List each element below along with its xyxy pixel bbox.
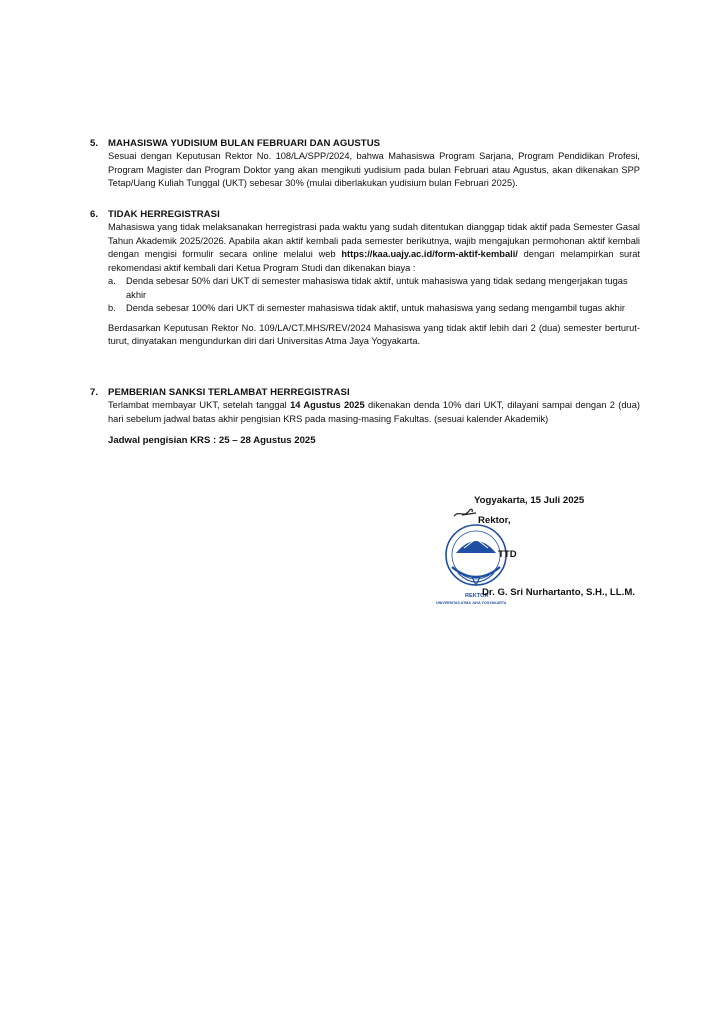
list-item: [108, 302, 640, 316]
list-marker: b.: [108, 303, 116, 313]
svg-text:UNIVERSITAS ATMA JAYA YOGYAKAR: UNIVERSITAS ATMA JAYA YOGYAKARTA: [436, 601, 507, 605]
section-7-heading: [90, 386, 640, 399]
list-item-text: Denda sebesar 100% dari UKT di semester mahasiswa tidak aktif, untuk mahasiswa yang sedang mengambil tugas akhir: [126, 303, 626, 313]
section-5: [90, 137, 640, 191]
svg-text:REKTOR: REKTOR: [465, 593, 489, 599]
list-item-text: Denda sebesar 50% dari UKT di semester mahasiswa tidak aktif, untuk mahasiswa yang tidak sedang mengerjakan tugas akhir: [126, 276, 628, 300]
section-7-text-before-date: Terlambat membayar UKT, setelah tanggal: [108, 400, 291, 410]
section-6-heading: [90, 208, 640, 221]
section-7-title: PEMBERIAN SANKSI TERLAMBAT HERREGISTRASI: [108, 387, 350, 398]
section-5-text: Sesuai dengan Keputusan Rektor No. 108/LA/SPP/2024, bahwa Mahasiswa Program Sarjana, Program Pendidikan Profesi, Program Magister dan Program Doktor yang akan mengikuti yudisium pada bulan Februari atau Agustus, akan dikenakan SPP Tetap/Uang Kuliah Tunggal (UKT) sebesar 30% (mulai diberlakukan yudisium bulan Februari 2025).: [108, 151, 640, 188]
deadline-date: 14 Agustus 2025: [290, 400, 365, 410]
section-6-text-after-link: dengan melampirkan surat rekomendasi aktif kembali dari Ketua Program Studi dan dikenakan biaya :: [108, 249, 640, 273]
signer-role: Rektor,: [478, 515, 511, 526]
section-5-number: 5.: [90, 138, 99, 149]
place-date: Yogyakarta, 15 Juli 2025: [474, 495, 585, 506]
fee-list: [108, 275, 640, 316]
section-7-text: [108, 399, 640, 426]
ttd-mark: TTD: [498, 549, 517, 560]
section-6: [90, 208, 640, 349]
section-7-number: 7.: [90, 387, 99, 398]
form-aktif-kembali-link[interactable]: https://kaa.uajy.ac.id/form-aktif-kembali/: [341, 249, 518, 259]
section-7-text-after-date: dikenakan denda 10% dari UKT, dilayani sampai dengan 2 (dua) hari sebelum jadwal batas akhir pengisian KRS pada masing-masing Fakultas. (sesuai kalender Akademik): [108, 400, 640, 424]
section-6-title: TIDAK HERREGISTRASI: [108, 209, 220, 220]
list-item: [108, 275, 640, 302]
section-5-title: MAHASISWA YUDISIUM BULAN FEBRUARI DAN AGUSTUS: [108, 138, 381, 149]
krs-schedule: Jadwal pengisian KRS : 25 – 28 Agustus 2025: [108, 435, 316, 446]
section-5-heading: [90, 137, 640, 150]
section-6-text-before-link: Mahasiswa yang tidak melaksanakan herregistrasi pada waktu yang sudah ditentukan dianggap tidak aktif pada Semester Gasal Tahun Akademik 2025/2026. Apabila akan aktif kembali pada semester berikutnya, wajib mengajukan permohonan aktif kembali dengan mengisi formulir secara online melalui web: [108, 222, 640, 259]
list-marker: a.: [108, 276, 116, 286]
section-7: [90, 386, 640, 447]
signer-name: Dr. G. Sri Nurhartanto, S.H., LL.M.: [482, 587, 635, 598]
section-6-number: 6.: [90, 209, 99, 220]
section-6-text: [108, 221, 640, 275]
section-6-closing: Berdasarkan Keputusan Rektor No. 109/LA/CT.MHS/REV/2024 Mahasiswa yang tidak aktif lebih dari 2 (dua) semester berturut-turut, dinyatakan mengundurkan diri dari Universitas Atma Jaya Yogyakarta.: [108, 322, 640, 346]
